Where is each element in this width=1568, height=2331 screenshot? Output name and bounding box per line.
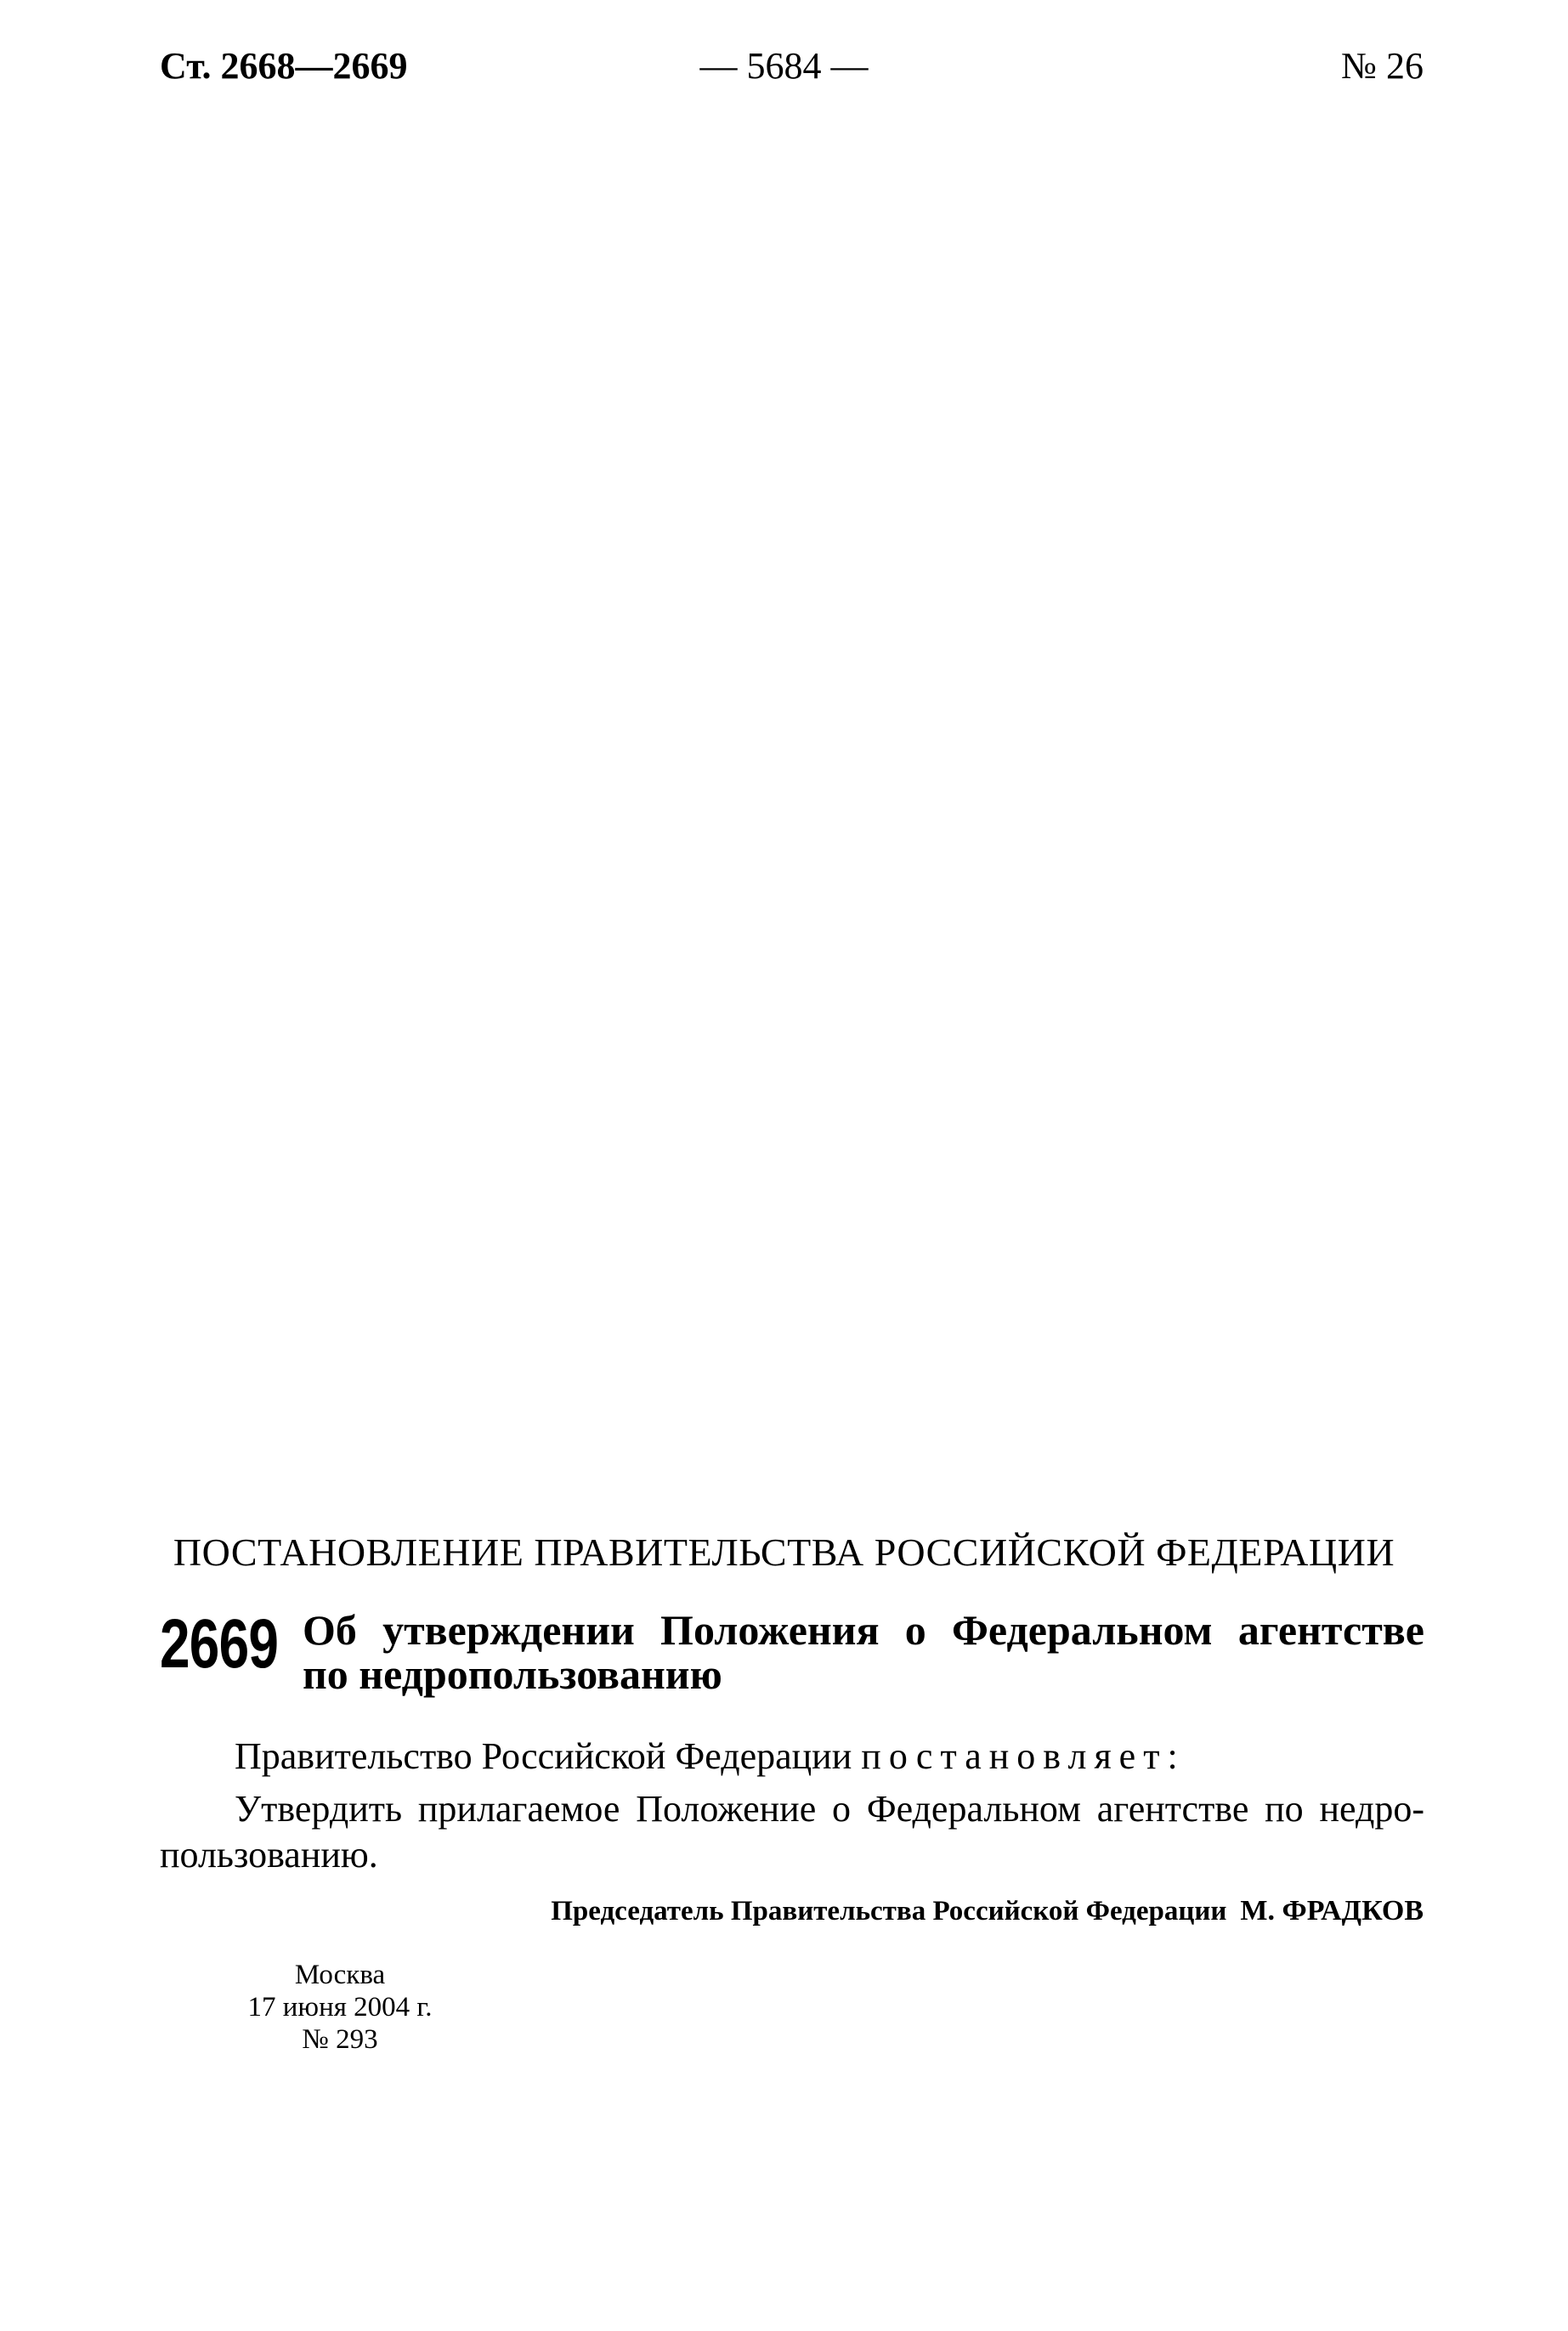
signatory-position: Председатель Правительства Российской Федерации <box>551 1896 1227 1926</box>
document-type-heading: ПОСТАНОВЛЕНИЕ ПРАВИТЕЛЬСТВА РОССИЙСКОЙ ФЕДЕРАЦИИ <box>173 1530 1395 1574</box>
page-number: — 5684 — <box>699 45 869 87</box>
resolution-preamble <box>160 1734 1424 1779</box>
place-city: Москва <box>294 1960 386 1990</box>
resolution-text: Утвердить прилагаемое Положение о Федеральном агентстве по недро-пользованию. <box>160 1788 1424 1876</box>
issue-number: № 26 <box>1341 45 1424 87</box>
signatory-name: М. ФРАДКОВ <box>1240 1895 1424 1926</box>
place-date-block <box>229 1959 450 2056</box>
act-title <box>303 1608 1424 1696</box>
act-title-line-2: по недропользованию <box>303 1650 722 1698</box>
act-number: 2669 <box>160 1605 279 1683</box>
act-date: 17 июня 2004 г. <box>247 1992 433 2023</box>
preamble-decree-word: постановляет: <box>861 1735 1186 1777</box>
act-title-line-1: Об утверждении Положения о Федеральном агентстве <box>303 1606 1424 1654</box>
signature-block <box>551 1895 1424 1927</box>
running-header-articles: Ст. 2668—2669 <box>160 45 408 87</box>
preamble-lead: Правительство Российской Федерации <box>235 1735 862 1777</box>
act-registration-number: № 293 <box>302 2024 378 2055</box>
